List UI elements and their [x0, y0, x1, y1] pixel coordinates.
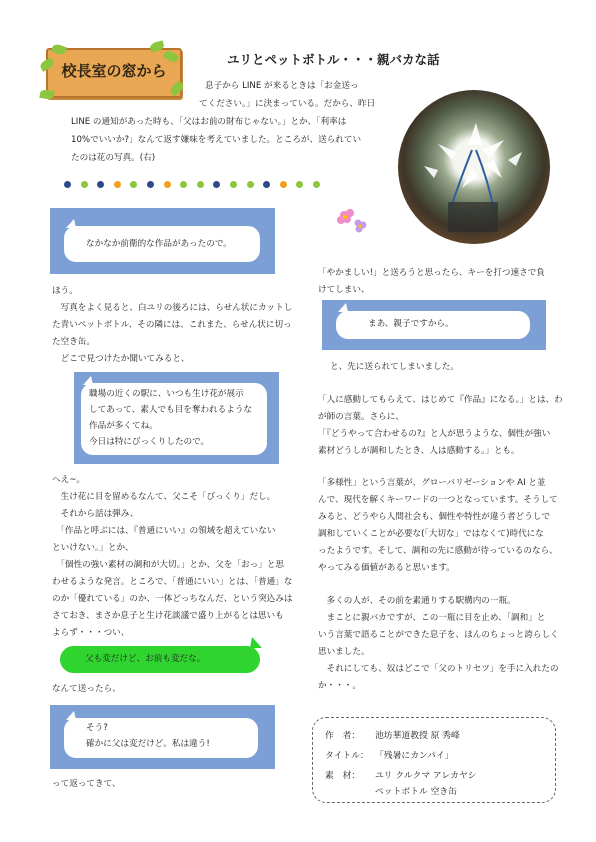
body-line: 「『どうやって合わせるの?』と人が思うような、個性が強い [318, 429, 551, 439]
dot-ornament [147, 181, 154, 188]
dot-ornament [64, 181, 71, 188]
body-line: わせるような発言。ところで、「普通にいい」とは、「普通」な [52, 577, 293, 587]
bubble-tail [83, 376, 93, 385]
chat-bubble-green [60, 646, 260, 673]
cosmos-flowers-icon [334, 205, 368, 235]
body-line: 「作品と呼ぶには、『普通にいい』の領域を超えていない [52, 526, 276, 536]
body-line: た青いペットボトル、その隣には、これまた、らせん状に切っ [52, 320, 292, 330]
material-value: ペットボトル 空き缶 [375, 787, 457, 797]
dot-ornament [213, 181, 220, 188]
bubble-tail [338, 303, 348, 312]
body-line: 「人に感動してもらえて、はじめて『作品』になる。」とは、わ [318, 395, 563, 405]
chat-message: 確かに父は変だけど。私は違う! [86, 739, 210, 749]
lily-arrangement-icon [398, 90, 550, 244]
chat-bubble [64, 226, 260, 262]
body-line: が師の言葉。さらに、 [318, 412, 404, 422]
body-line: 素材どうしが調和したとき、人は感動する。」とも。 [318, 446, 520, 456]
chat-message: 作品が多くてね。 [89, 421, 158, 431]
chat-bubble [64, 718, 258, 758]
bubble-tail [250, 637, 262, 648]
author-value: 池坊華道教授 原 秀峰 [375, 731, 460, 741]
chat-message: まあ、親子ですから。 [368, 319, 454, 329]
body-line: いう言葉で語ることができた息子を、ほんのちょっと誇らしく [318, 630, 559, 640]
title-label: タイトル： [325, 751, 369, 761]
intro-line: 息子から LINE が来るときは「お金送っ [205, 81, 359, 91]
material-value: ユリ クルクマ アレカヤシ [375, 771, 477, 781]
body-line: 「やかましい!」と送ろうと思ったら、キーを打つ速さで負 [318, 268, 545, 278]
chat-message: してあって、素人でも目を奪われるような [89, 405, 253, 415]
body-line: んで、現代を解くキーワードの一つとなっています。そうして [318, 495, 558, 505]
body-line: 多くの人が、その前を素通りする駅構内の一瓶。 [318, 596, 516, 606]
body-line: 写真をよく見ると、白ユリの後ろには、らせん状にカットし [52, 303, 293, 313]
sign-label: 校長室の窓から [61, 62, 167, 80]
intro-line: LINE の通知があった時も、「父はお前の財布じゃない。」とか、「利率は [71, 117, 347, 127]
chat-message: そう? [86, 723, 108, 733]
flower-photo [398, 90, 550, 244]
body-line: 思いました。 [318, 647, 370, 657]
intro-line: たのは花の写真。(右) [71, 153, 156, 163]
body-line: へえ~。 [52, 475, 85, 485]
body-line: といけない。」とか、 [52, 543, 134, 553]
body-line: ったようです。そして、調和の先に感動が待っているのなら、 [318, 546, 558, 556]
dot-ornament [81, 181, 88, 188]
chat-message: 職場の近くの駅に、いつも生け花が展示 [89, 389, 244, 399]
page-title: ユリとペットボトル・・・親バカな話 [227, 52, 440, 67]
body-line: けてしまい、 [318, 285, 370, 295]
body-line: 調和していくことが必要な(「大切な」ではなくて)時代にな [318, 529, 544, 539]
body-line: って返ってきて、 [52, 779, 121, 789]
body-line: のか「優れている」のか、一体どっちなんだ、という突込みは [52, 594, 293, 604]
title-value: 「残暑にカンパイ」 [375, 751, 454, 761]
dot-ornament [114, 181, 121, 188]
dot-ornament [280, 181, 287, 188]
body-line: 「個性の強い素材の調和が大切。」とか、父を「おっ」と思 [52, 560, 285, 570]
body-line: どこで見つけたか聞いてみると、 [52, 354, 190, 364]
body-line: 「多様性」という言葉が、グローバリゼーションや AI と並 [318, 478, 546, 488]
credits-box [312, 717, 556, 803]
body-line: か・・・。 [318, 681, 361, 691]
body-line: それにしても、奴はどこで「父のトリセツ」を手に入れたの [318, 664, 559, 674]
dot-ornament [313, 181, 320, 188]
bubble-tail [66, 711, 76, 720]
body-line: ほう。 [52, 286, 78, 296]
dot-ornament [130, 181, 137, 188]
chat-message: 父も変だけど、お前も変だな。 [85, 654, 206, 664]
dot-ornament [230, 181, 237, 188]
body-line: さておき、まさか息子と生け花談議で盛り上がるとは思いも [52, 611, 284, 621]
body-line: 生け花に目を留めるなんて、父こそ「びっくり」だし。 [52, 492, 276, 502]
dot-ornament [296, 181, 303, 188]
material-label: 素 材： [325, 771, 361, 781]
body-line: やってみる価値があると思います。 [318, 563, 455, 573]
body-line: と、先に送られてしまいました。 [330, 362, 459, 372]
chat-bubble [336, 311, 530, 339]
chat-bubble [81, 383, 267, 455]
dot-ornament [197, 181, 204, 188]
body-line: よらず・・・つい、 [52, 628, 130, 638]
intro-line: 10%でいいか?」なんて返す嫌味を考えていました。ところが、送られてい [71, 135, 362, 145]
dot-ornament [164, 181, 171, 188]
dot-ornament [247, 181, 254, 188]
body-line: た空き缶。 [52, 337, 95, 347]
bubble-tail [66, 219, 76, 228]
body-line: まことに親バカですが、この一瓶に目を止め、「調和」と [318, 613, 546, 623]
dot-ornament [180, 181, 187, 188]
dot-ornament [97, 181, 104, 188]
author-label: 作 者： [325, 731, 361, 741]
body-line: なんて送ったら、 [52, 684, 121, 694]
chat-message: 今日は特にびっくりしたので。 [89, 437, 210, 447]
chat-message: なかなか前衛的な作品があったので。 [86, 239, 232, 249]
body-line: それから話は弾み、 [52, 509, 139, 519]
body-line: みると、どうやら人間社会も、個性や特性が違う者どうしで [318, 512, 551, 522]
intro-line: てください。」に決まっている。だから、昨日 [199, 99, 376, 109]
dot-ornament [263, 181, 270, 188]
leaf-icon [39, 89, 54, 100]
